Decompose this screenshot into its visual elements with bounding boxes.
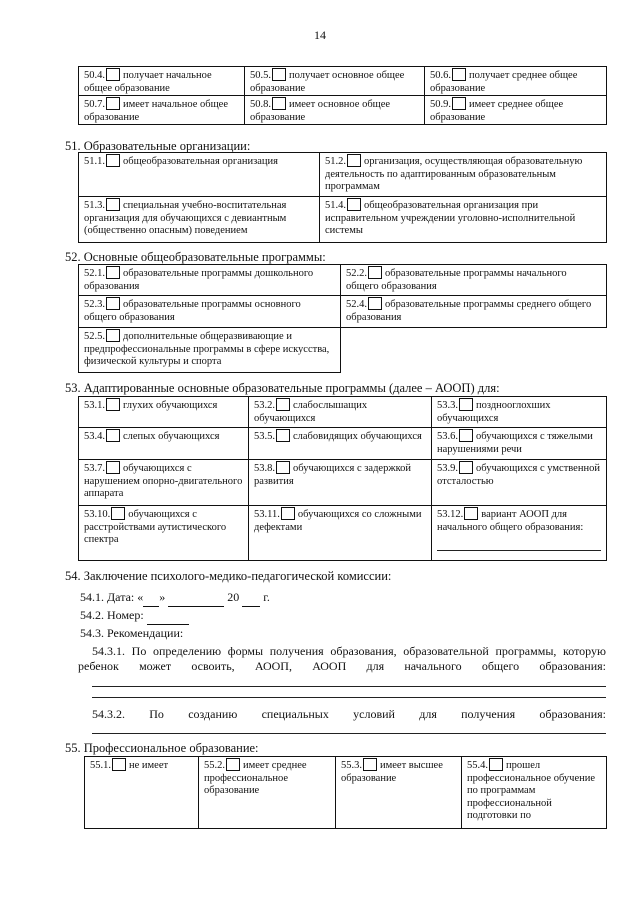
option-51-1 — [79, 153, 320, 197]
checkbox-50-5[interactable] — [272, 68, 286, 81]
section-53-table — [78, 396, 607, 561]
checkbox-50-6[interactable] — [452, 68, 466, 81]
option-51-4 — [320, 197, 607, 243]
option-53-9 — [432, 460, 607, 506]
option-53-8 — [249, 460, 432, 506]
recommendation-1-line-2: ребенок может освоить, АООП, АООП для начального общего образования: — [78, 659, 606, 673]
checkbox-52-3[interactable] — [106, 297, 120, 310]
option-number: 55.2. — [204, 760, 225, 771]
option-52-1 — [79, 265, 341, 296]
option-53-3 — [432, 397, 607, 428]
checkbox-53-12[interactable] — [464, 507, 478, 520]
option-50-6 — [425, 67, 607, 96]
option-53-5 — [249, 428, 432, 460]
option-text: дополнительные общеразвивающие и предпрофессиональные программы в сфере искусства, физической культуры и спорта — [84, 331, 330, 367]
option-text: слабослышащих обучающихся — [254, 400, 368, 424]
checkbox-52-5[interactable] — [106, 329, 120, 342]
checkbox-51-2[interactable] — [347, 154, 361, 167]
option-text: получает среднее общее образование — [430, 70, 578, 94]
checkbox-53-2[interactable] — [276, 398, 290, 411]
option-53-1 — [79, 397, 249, 428]
checkbox-53-10[interactable] — [111, 507, 125, 520]
option-50-4 — [79, 67, 245, 96]
option-number: 51.4. — [325, 200, 346, 211]
checkbox-53-9[interactable] — [459, 461, 473, 474]
option-text: слабовидящих обучающихся — [293, 431, 422, 442]
option-text: получает начальное общее образование — [84, 70, 212, 94]
section-55-table — [84, 756, 607, 829]
checkbox-51-4[interactable] — [347, 198, 361, 211]
option-53-6 — [432, 428, 607, 460]
checkbox-52-4[interactable] — [368, 297, 382, 310]
option-number: 53.9. — [437, 463, 458, 474]
option-number: 52.3. — [84, 299, 105, 310]
option-text: образовательные программы начального общего образования — [346, 268, 567, 292]
section-53-title: 53. Адаптированные основные образовательные программы (далее – АООП) для: — [65, 381, 500, 395]
checkbox-55-3[interactable] — [363, 758, 377, 771]
checkbox-53-5[interactable] — [276, 429, 290, 442]
option-text: общеобразовательная организация при исправительном учреждении уголовно-исполнительной системы — [325, 200, 576, 236]
option-52-3 — [79, 296, 341, 328]
option-number: 53.11. — [254, 509, 280, 520]
option-number: 51.2. — [325, 156, 346, 167]
option-text: имеет среднее общее образование — [430, 99, 564, 123]
option-number: 50.9. — [430, 99, 451, 110]
date-line — [80, 590, 270, 607]
number-field[interactable] — [147, 609, 189, 625]
option-55-2 — [199, 757, 336, 829]
option-text: образовательные программы среднего общего образования — [346, 299, 592, 323]
option-text: специальная учебно-воспитательная организация для обучающихся с девиантным (общественно опасным) поведением — [84, 200, 287, 236]
checkbox-50-8[interactable] — [272, 97, 286, 110]
option-text: имеет высшее образование — [341, 760, 443, 784]
date-month-field[interactable] — [168, 591, 224, 607]
checkbox-50-7[interactable] — [106, 97, 120, 110]
empty-cell — [341, 328, 607, 373]
option-number: 53.10. — [84, 509, 111, 520]
option-text: слепых обучающихся — [123, 431, 220, 442]
option-number: 55.4. — [467, 760, 488, 771]
option-number: 50.7. — [84, 99, 105, 110]
option-number: 53.3. — [437, 400, 458, 411]
recommendation-1-line-1: 54.3.1. По определению формы получения образования, образовательной программы, которую — [92, 644, 606, 658]
option-number: 53.1. — [84, 400, 105, 411]
option-text: обучающихся с задержкой развития — [254, 463, 412, 487]
option-number: 53.8. — [254, 463, 275, 474]
option-number: 51.3. — [84, 200, 105, 211]
option-text: прошел профессиональное обучение по программам профессиональной подготовки по — [467, 760, 595, 821]
option-text: обучающихся с умственной отсталостью — [437, 463, 600, 487]
recommendation-2-answer-line[interactable] — [92, 733, 606, 734]
option-text: организация, осуществляющая образовательную деятельность по адаптированным образовательным программам — [325, 156, 583, 192]
date-quote-close: » — [159, 590, 166, 604]
option-text: общеобразовательная организация — [123, 156, 278, 167]
option-text: получает основное общее образование — [250, 70, 405, 94]
section-51-table — [78, 152, 607, 243]
section-54-title: 54. Заключение психолого-медико-педагогической комиссии: — [65, 569, 392, 583]
option-number: 55.3. — [341, 760, 362, 771]
option-52-5 — [79, 328, 341, 373]
checkbox-53-8[interactable] — [276, 461, 290, 474]
option-number: 53.7. — [84, 463, 105, 474]
option-50-9 — [425, 96, 607, 125]
option-text: обучающихся с расстройствами аутистического спектра — [84, 509, 227, 545]
option-number: 52.1. — [84, 268, 105, 279]
option-52-4 — [341, 296, 607, 328]
recommendations-label: 54.3. Рекомендации: — [80, 626, 184, 640]
option-number: 50.6. — [430, 70, 451, 81]
checkbox-53-6[interactable] — [459, 429, 473, 442]
checkbox-50-4[interactable] — [106, 68, 120, 81]
checkbox-52-2[interactable] — [368, 266, 382, 279]
option-text: глухих обучающихся — [123, 400, 218, 411]
option-53-7 — [79, 460, 249, 506]
date-year-field[interactable] — [242, 591, 260, 607]
option-text: имеет начальное общее образование — [84, 99, 228, 123]
checkbox-55-2[interactable] — [226, 758, 240, 771]
option-text: имеет среднее профессиональное образование — [204, 760, 307, 796]
option-50-8 — [245, 96, 425, 125]
option-number: 53.2. — [254, 400, 275, 411]
checkbox-53-7[interactable] — [106, 461, 120, 474]
checkbox-55-1[interactable] — [112, 758, 126, 771]
checkbox-53-4[interactable] — [106, 429, 120, 442]
option-text: обучающихся с тяжелыми нарушениями речи — [437, 431, 593, 455]
section-50-table — [78, 66, 607, 125]
section-55-title: 55. Профессиональное образование: — [65, 741, 259, 755]
checkbox-51-3[interactable] — [106, 198, 120, 211]
option-53-11 — [249, 506, 432, 561]
checkbox-53-1[interactable] — [106, 398, 120, 411]
option-number: 50.4. — [84, 70, 105, 81]
page-number: 14 — [314, 28, 326, 42]
option-55-1 — [85, 757, 199, 829]
checkbox-50-9[interactable] — [452, 97, 466, 110]
option-number: 50.5. — [250, 70, 271, 81]
option-number: 53.6. — [437, 431, 458, 442]
date-day-field[interactable] — [143, 591, 159, 607]
option-number: 52.2. — [346, 268, 367, 279]
section-52-table — [78, 264, 607, 373]
option-text: образовательные программы дошкольного образования — [84, 268, 314, 292]
number-label: 54.2. Номер: — [80, 608, 144, 622]
checkbox-53-11[interactable] — [281, 507, 295, 520]
number-line — [80, 608, 189, 625]
checkbox-55-4[interactable] — [489, 758, 503, 771]
section-51-title: 51. Образовательные организации: — [65, 139, 251, 153]
recommendation-1-answer-line-2[interactable] — [92, 697, 606, 698]
option-number: 52.5. — [84, 331, 105, 342]
option-text: позднооглохших обучающихся — [437, 400, 551, 424]
variant-answer-line[interactable] — [437, 550, 601, 551]
option-text: обучающихся с нарушением опорно-двигательного аппарата — [84, 463, 243, 499]
option-number: 53.4. — [84, 431, 105, 442]
option-55-3 — [336, 757, 462, 829]
checkbox-51-1[interactable] — [106, 154, 120, 167]
recommendation-2-line: 54.3.2. По созданию специальных условий для получения образования: — [92, 707, 606, 721]
option-number: 53.5. — [254, 431, 275, 442]
option-52-2 — [341, 265, 607, 296]
option-text: образовательные программы основного общего образования — [84, 299, 301, 323]
option-text: не имеет — [129, 760, 169, 771]
option-53-4 — [79, 428, 249, 460]
option-text: имеет основное общее образование — [250, 99, 391, 123]
date-label: 54.1. Дата: « — [80, 590, 144, 604]
option-number: 51.1. — [84, 156, 105, 167]
option-number: 52.4. — [346, 299, 367, 310]
option-number: 55.1. — [90, 760, 111, 771]
option-51-2 — [320, 153, 607, 197]
date-year-prefix: 20 — [227, 590, 240, 604]
option-50-7 — [79, 96, 245, 125]
option-53-10 — [79, 506, 249, 561]
option-text: вариант АООП для начального общего образования: — [437, 509, 584, 533]
section-52-title: 52. Основные общеобразовательные программы: — [65, 250, 326, 264]
option-51-3 — [79, 197, 320, 243]
date-year-suffix: г. — [263, 590, 270, 604]
option-number: 53.12. — [437, 509, 464, 520]
option-number: 50.8. — [250, 99, 271, 110]
option-53-12 — [432, 506, 607, 561]
checkbox-53-3[interactable] — [459, 398, 473, 411]
checkbox-52-1[interactable] — [106, 266, 120, 279]
option-55-4 — [462, 757, 607, 829]
option-50-5 — [245, 67, 425, 96]
option-53-2 — [249, 397, 432, 428]
option-text: обучающихся со сложными дефектами — [254, 509, 422, 533]
recommendation-1-answer-line-1[interactable] — [92, 686, 606, 687]
